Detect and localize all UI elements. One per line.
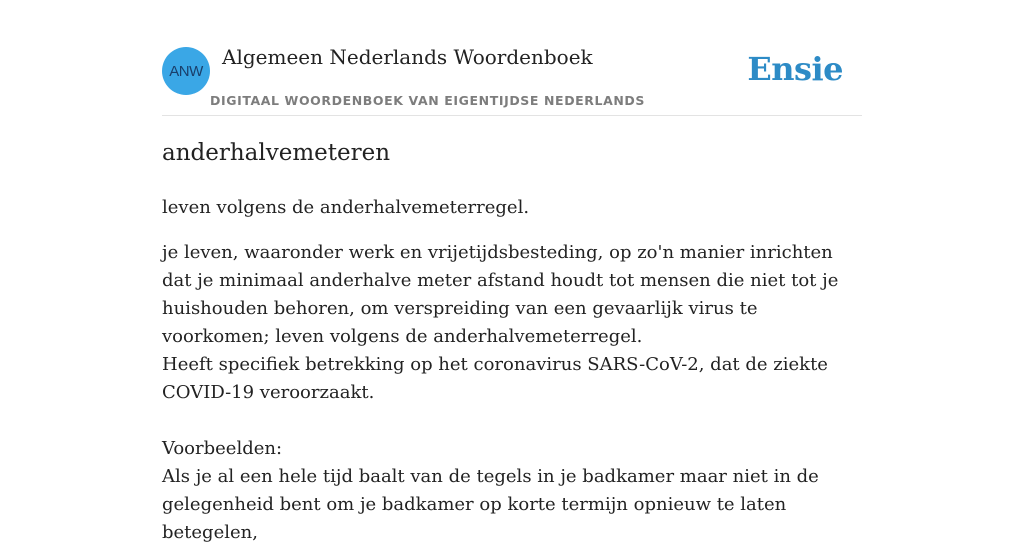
- entry-body: [162, 239, 862, 547]
- short-definition: leven volgens de anderhalvemeterregel.: [162, 197, 530, 218]
- ensie-brand-logo[interactable]: Ensie: [747, 50, 843, 88]
- site-title[interactable]: Algemeen Nederlands Woordenboek: [222, 45, 593, 69]
- full-definition: je leven, waaronder werk en vrijetijdsbesteding, op zo'n manier inrichten dat je minimaal anderhalve meter afstand houdt tot mensen die niet tot je huishouden behoren, om verspreiding van een gevaarlijk virus te voorkomen; leven volgens de anderhalvemeterregel.: [162, 242, 839, 347]
- logo-text: ANW: [169, 62, 203, 80]
- paragraph-spacer: [162, 407, 862, 435]
- page-container: [162, 0, 862, 543]
- entry-headword: anderhalvemeteren: [162, 140, 391, 166]
- examples-heading: Voorbeelden:: [162, 438, 283, 459]
- anw-logo[interactable]: [162, 47, 210, 95]
- example-sentence: Als je al een hele tijd baalt van de tegels in je badkamer maar niet in de gelegenheid bent om je badkamer op korte termijn opnieuw te laten betegelen,: [162, 466, 819, 543]
- site-header: [162, 0, 862, 116]
- usage-note: Heeft specifiek betrekking op het coronavirus SARS-CoV-2, dat de ziekte COVID-19 veroorzaakt.: [162, 354, 828, 403]
- site-subtitle: DIGITAAL WOORDENBOEK VAN EIGENTIJDSE NEDERLANDS: [210, 93, 646, 108]
